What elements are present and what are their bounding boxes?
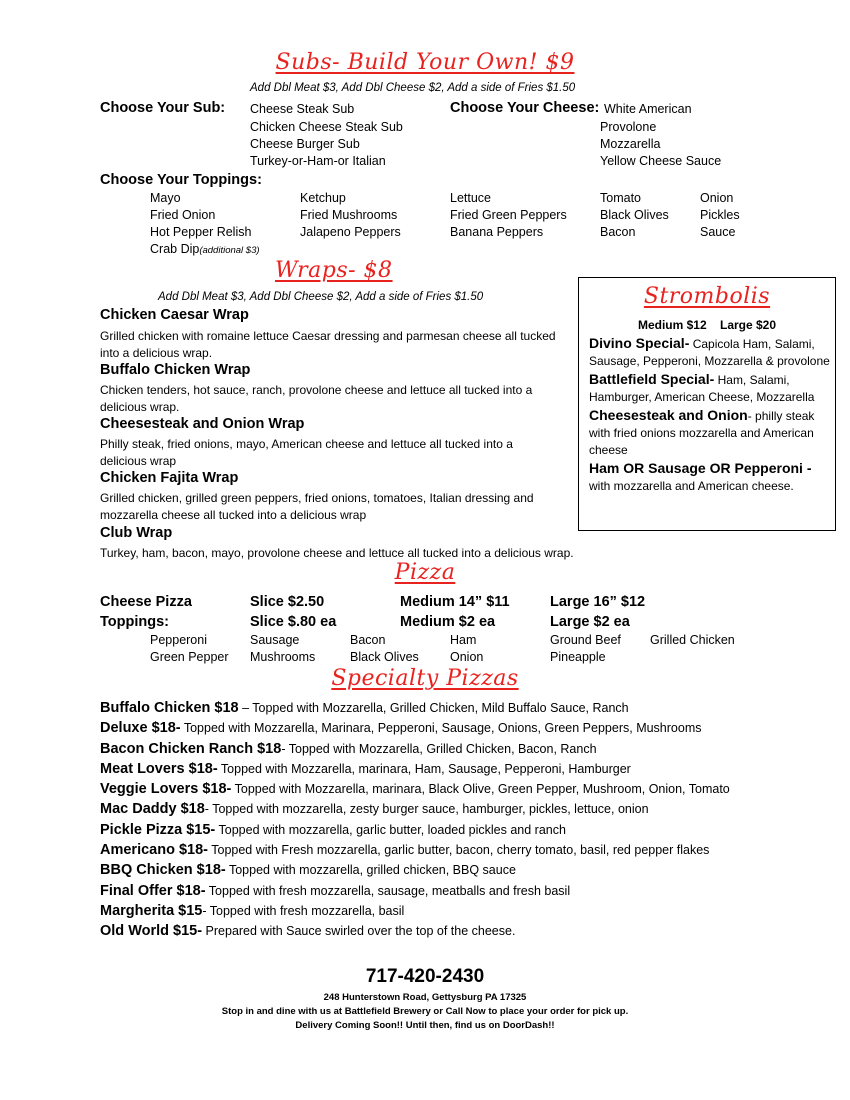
pizza-topping: Pepperoni xyxy=(150,633,207,647)
specialty-desc: Topped with Mozzarella, Grilled Chicken, Bacon, Ranch xyxy=(285,741,597,756)
specialty-desc: Prepared with Sauce swirled over the top of the cheese. xyxy=(202,924,516,939)
crab-dip-label: Crab Dip xyxy=(150,242,200,256)
specialty-desc: Topped with fresh mozzarella, sausage, meatballs and fresh basil xyxy=(205,883,571,898)
strombolis-list xyxy=(589,335,831,495)
specialty-list xyxy=(100,698,730,942)
cheese-large-price: Large 16” $12 xyxy=(550,594,646,610)
stromboli-desc: - philly steak with fried onions mozzarella and American cheese xyxy=(589,409,815,457)
cheese-option: Mozzarella xyxy=(600,137,661,151)
specialty-name: Deluxe $18- xyxy=(100,720,181,737)
choose-sub-label: Choose Your Sub: xyxy=(100,100,226,116)
topping-item: Fried Green Peppers xyxy=(450,208,567,222)
address: 248 Hunterstown Road, Gettysburg PA 17325 xyxy=(323,992,527,1003)
toppings-large-price: Large $2 ea xyxy=(550,614,630,630)
specialty-name: Americano $18- xyxy=(100,842,208,859)
strombolis-sizes: Medium $12 Large $20 xyxy=(637,318,777,332)
specialty-desc: Topped with Mozzarella, Marinara, Pepperoni, Sausage, Onions, Green Peppers, Mushrooms xyxy=(180,721,702,736)
specialty-desc: Topped with Fresh mozzarella, garlic butter, bacon, cherry tomato, basil, red pepper flakes xyxy=(208,843,710,858)
wrap-name: Buffalo Chicken Wrap xyxy=(100,362,251,378)
wraps-note: Add Dbl Meat $3, Add Dbl Cheese $2, Add a side of Fries $1.50 xyxy=(158,291,484,303)
subs-title: Subs- Build Your Own! $9 xyxy=(275,50,575,75)
topping-item: Banana Peppers xyxy=(450,225,544,239)
specialty-item xyxy=(100,698,730,718)
pizza-topping: Green Pepper xyxy=(150,650,229,664)
sub-option: Chicken Cheese Steak Sub xyxy=(250,120,403,134)
specialty-name: Meat Lovers $18- xyxy=(100,760,218,777)
pizza-topping: Grilled Chicken xyxy=(650,633,735,647)
specialty-name: BBQ Chicken $18- xyxy=(100,862,226,879)
cheese-option: Provolone xyxy=(600,120,657,134)
topping-item: Mayo xyxy=(150,191,181,205)
pizza-toppings-label: Toppings: xyxy=(100,614,169,630)
specialty-item xyxy=(100,820,730,840)
pizza-topping: Pineapple xyxy=(550,650,606,664)
specialty-desc: Topped with fresh mozzarella, basil xyxy=(206,903,405,918)
strombolis-title: Strombolis xyxy=(643,284,771,309)
specialty-name: Mac Daddy $18 xyxy=(100,801,205,818)
specialty-item xyxy=(100,779,730,799)
specialty-name: Final Offer $18- xyxy=(100,882,206,899)
pizza-topping: Ground Beef xyxy=(550,633,621,647)
stromboli-item xyxy=(589,460,831,495)
wrap-name: Chicken Caesar Wrap xyxy=(100,307,249,323)
topping-item: Hot Pepper Relish xyxy=(150,225,252,239)
footer-line-1: Stop in and dine with us at Battlefield Brewery or Call Now to place your order for pick up. xyxy=(221,1006,629,1017)
specialty-item xyxy=(100,739,730,759)
stromboli-desc: with mozzarella and American cheese. xyxy=(589,479,794,493)
specialty-item xyxy=(100,840,730,860)
toppings-medium-price: Medium $2 ea xyxy=(400,614,496,630)
topping-item: Pickles xyxy=(700,208,740,222)
wrap-desc: Grilled chicken with romaine lettuce Caesar dressing and parmesan cheese all tucked into a delicious wrap. xyxy=(100,329,556,360)
pizza-topping: Sausage xyxy=(250,633,300,647)
topping-item: Jalapeno Peppers xyxy=(300,225,401,239)
pizza-topping: Bacon xyxy=(350,633,386,647)
specialty-item xyxy=(100,718,730,738)
specialty-sep: - xyxy=(202,903,207,918)
crab-dip-item xyxy=(150,242,260,256)
choose-cheese-label: Choose Your Cheese: xyxy=(450,100,600,116)
specialty-desc: Topped with Mozzarella, Grilled Chicken, Mild Buffalo Sauce, Ranch xyxy=(249,701,629,715)
topping-item: Fried Onion xyxy=(150,208,216,222)
cheese-medium-price: Medium 14” $11 xyxy=(400,594,510,610)
topping-item: Sauce xyxy=(700,225,736,239)
topping-item: Tomato xyxy=(600,191,641,205)
specialty-name: Old World $15- xyxy=(100,923,203,940)
specialty-item xyxy=(100,799,730,819)
phone-number: 717-420-2430 xyxy=(365,966,485,987)
specialty-item xyxy=(100,901,730,921)
wrap-desc: Philly steak, fried onions, mayo, American cheese and lettuce all tucked into a delicious wrap xyxy=(100,437,513,468)
specialty-sep: – xyxy=(238,701,250,715)
stromboli-desc: Ham, Salami, Hamburger, American Cheese, Mozzarella xyxy=(589,373,815,404)
pizza-title: Pizza xyxy=(394,560,456,585)
cheese-slice-price: Slice $2.50 xyxy=(250,594,325,610)
specialty-desc: Topped with Mozzarella, marinara, Black Olive, Green Pepper, Mushroom, Onion, Tomato xyxy=(231,782,730,797)
wrap-desc: Grilled chicken, grilled green peppers, fried onions, tomatoes, Italian dressing and mozzarella cheese all tucked into a delicious wrap xyxy=(100,491,534,522)
stromboli-name: Cheesesteak and Onion xyxy=(589,407,748,423)
sub-option: Cheese Steak Sub xyxy=(250,102,355,116)
specialty-item xyxy=(100,860,730,880)
wraps-title: Wraps- $8 xyxy=(275,258,393,283)
topping-item: Onion xyxy=(700,191,734,205)
topping-item: Lettuce xyxy=(450,191,492,205)
specialty-sep: - xyxy=(281,741,286,756)
specialty-name: Bacon Chicken Ranch $18 xyxy=(100,740,282,757)
specialty-desc: Topped with Mozzarella, marinara, Ham, Sausage, Pepperoni, Hamburger xyxy=(217,761,631,776)
footer-line-2: Delivery Coming Soon!! Until then, find us on DoorDash!! xyxy=(295,1020,555,1031)
pizza-topping: Mushrooms xyxy=(250,650,316,664)
wrap-name: Cheesesteak and Onion Wrap xyxy=(100,416,305,432)
topping-item: Bacon xyxy=(600,225,636,239)
stromboli-desc: Capicola Ham, Salami, Sausage, Pepperoni, Mozzarella & provolone xyxy=(589,337,830,368)
stromboli-name: Ham OR Sausage OR Pepperoni - xyxy=(589,460,812,476)
pizza-topping: Onion xyxy=(450,650,484,664)
crab-dip-note: (additional $3) xyxy=(199,245,260,256)
wrap-name: Chicken Fajita Wrap xyxy=(100,470,239,486)
wrap-desc: Turkey, ham, bacon, mayo, provolone cheese and lettuce all tucked into a delicious wrap. xyxy=(100,546,574,560)
stromboli-item xyxy=(589,407,831,459)
specialty-desc: Topped with mozzarella, grilled chicken, BBQ sauce xyxy=(225,863,516,878)
specialty-item xyxy=(100,921,730,941)
cheese-option: Yellow Cheese Sauce xyxy=(600,154,722,168)
stromboli-item xyxy=(589,335,831,370)
stromboli-item xyxy=(589,371,831,406)
wrap-desc: Chicken tenders, hot sauce, ranch, provolone cheese and lettuce all tucked into a delicious wrap. xyxy=(100,383,533,414)
cheese-pizza-label: Cheese Pizza xyxy=(100,594,192,610)
specialty-title: Specialty Pizzas xyxy=(331,666,519,691)
specialty-sep: - xyxy=(204,802,209,817)
sub-option: Cheese Burger Sub xyxy=(250,137,360,151)
sub-option: Turkey-or-Ham-or Italian xyxy=(250,154,386,168)
topping-item: Ketchup xyxy=(300,191,346,205)
cheese-option: White American xyxy=(604,102,692,116)
specialty-item xyxy=(100,759,730,779)
topping-item: Fried Mushrooms xyxy=(300,208,398,222)
stromboli-name: Divino Special- xyxy=(589,335,690,351)
specialty-name: Margherita $15 xyxy=(100,902,203,919)
specialty-name: Pickle Pizza $15- xyxy=(100,821,216,838)
specialty-desc: Topped with mozzarella, zesty burger sauce, hamburger, pickles, lettuce, onion xyxy=(208,802,649,817)
specialty-name: Buffalo Chicken $18 xyxy=(100,700,239,716)
specialty-name: Veggie Lovers $18- xyxy=(100,781,232,798)
specialty-desc: Topped with mozzarella, garlic butter, loaded pickles and ranch xyxy=(215,822,566,837)
specialty-item xyxy=(100,881,730,901)
stromboli-name: Battlefield Special- xyxy=(589,371,715,387)
wrap-name: Club Wrap xyxy=(100,525,173,541)
toppings-label: Choose Your Toppings: xyxy=(100,172,262,188)
subs-note: Add Dbl Meat $3, Add Dbl Cheese $2, Add a side of Fries $1.50 xyxy=(250,82,576,94)
toppings-slice-price: Slice $.80 ea xyxy=(250,614,337,630)
strombolis-box xyxy=(578,277,836,531)
pizza-topping: Black Olives xyxy=(350,650,419,664)
pizza-topping: Ham xyxy=(450,633,477,647)
topping-item: Black Olives xyxy=(600,208,669,222)
